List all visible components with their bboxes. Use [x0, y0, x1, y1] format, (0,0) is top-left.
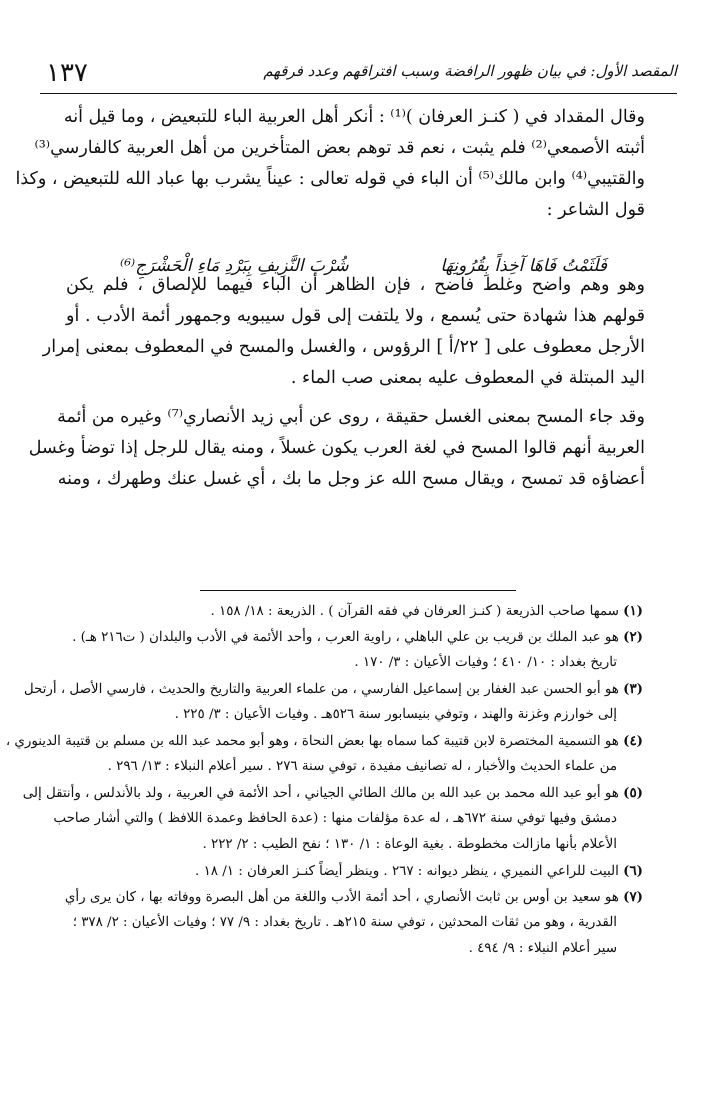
footnote-text: القدرية ، وهو من ثقات المحدثين ، توفي سنة ٢١٥هـ . تاريخ بغداد : ٩/ ٧٧ ؛ وفيات الأعيان : ٢/ ٣٧٨ ؛ — [72, 915, 617, 930]
footnote-marker: (٥) — [623, 785, 643, 801]
footnote-line — [22, 780, 643, 806]
verse-first-hemistich: فَلَثَمْتُ فَاهَا آخِذاً بِقُرُونِهَا — [440, 256, 607, 276]
paragraph-1 — [15, 102, 645, 226]
footnote-text: هو عبد الملك بن قريب بن علي الباهلي ، راوية العرب ، وأحد الأئمة في الأدب والبلدان ( ت٢١٦ هـ) . — [72, 630, 619, 645]
footnotes-section — [5, 598, 643, 962]
text-line: الأرجل معطوف على [ ٢٢/أ ] الرؤوس ، والغسل والمسح في المعطوف بمعنى إمرار — [42, 337, 645, 357]
footnote-line — [62, 936, 643, 962]
footnote-marker: (٧) — [623, 889, 643, 905]
footnote-text: هو أبو عبد الله محمد بن عبد الله بن مالك الطائي الجياني ، أحد الأئمة في العربية ، ولد بالأندلس ، وأنتقل إلى — [22, 786, 619, 801]
text-line: قول الشاعر : — [546, 200, 645, 220]
header-rule — [40, 93, 677, 94]
footnote-line — [62, 624, 643, 650]
running-title: المقصد الأول: في بيان ظهور الرافضة وسبب افتراقهم وعدد فرقهم — [263, 62, 677, 80]
footnote-text: إلى خوارزم وغزنة والهند ، وتوفي بنيسابور سنة ٥٢٦هـ . وفيات الأعيان : ٣/ ٢٢٥ . — [174, 707, 617, 722]
page-header — [40, 54, 677, 94]
footnote-line — [62, 754, 643, 780]
footnote-text: من علماء الحديث والأخبار ، له تصانيف مفيدة ، توفي سنة ٢٧٦ . سير أعلام النبلاء : ١٣/ ٢٩٦ . — [107, 759, 617, 774]
footnote-marker: (١) — [623, 603, 643, 619]
footnote-text: الأعلام بأنها مازالت مخطوطة . بغية الوعاة : ١/ ١٣٠ ؛ نفح الطيب : ٢/ ٢٢٢ . — [202, 837, 617, 852]
footnote-line — [62, 650, 643, 676]
text-line: وهو وهم واضح وغلط فاضح ، فإن الظاهر أن الباء فيهما للإلصاق ، فلم يكن — [66, 275, 645, 295]
text-line: وقد جاء المسح بمعنى الغسل حقيقة ، روى عن أبي زيد الأنصاري⁽⁷⁾ وغيره من أئمة — [57, 407, 645, 427]
footnote-text: تاريخ بغداد : ١٠/ ٤١٠ ؛ وفيات الأعيان : ٣/ ١٧٠ . — [354, 655, 617, 670]
footnote-line — [62, 858, 643, 884]
paragraph-2 — [42, 270, 645, 394]
footnote-marker: (٢) — [623, 629, 643, 645]
footnote-3 — [23, 676, 643, 728]
footnote-1 — [62, 598, 643, 624]
paragraph-gap — [66, 394, 645, 402]
footnote-6 — [62, 858, 643, 884]
poetry-verse — [120, 252, 607, 286]
footnote-line — [62, 702, 643, 728]
footnote-marker: (٤) — [623, 733, 643, 749]
footnote-line — [62, 598, 643, 624]
text-line: العربية أنهم قالوا المسح في لغة العرب يكون غسلاً ، ومنه يقال للرجل إذا توضأ وغسل — [28, 438, 645, 458]
footnote-line — [62, 884, 643, 910]
footnote-2 — [62, 624, 643, 676]
footnote-text: دمشق وفيها توفي سنة ٦٧٢هـ ، له عدة مؤلفات منها : (عدة الحافظ وعمدة اللافظ ) والتي أشار صاحب — [53, 811, 617, 826]
footnote-text: هو سعيد بن أوس بن ثابت الأنصاري ، أحد أئمة الأدب واللغة من أهل البصرة ووفاته بها ، كان يرى رأي — [64, 890, 619, 905]
verse-second-hemistich: شُرْبَ النَّزِيفِ بِبَرْدِ مَاءِ الْحَشْرَجِ⁽⁶⁾ — [120, 256, 349, 276]
footnote-text: سمها صاحب الذريعة ( كنـز العرفان في فقه القرآن ) . الذريعة : ١٨/ ١٥٨ . — [210, 604, 619, 619]
page-number: ١٣٧ — [46, 58, 88, 88]
footnote-text: سير أعلام النبلاء : ٩/ ٤٩٤ . — [468, 941, 617, 956]
footnote-marker: (٦) — [623, 863, 643, 879]
footnote-5 — [22, 780, 643, 858]
footnote-separator — [200, 590, 516, 591]
text-line: قولهم هذا شهادة حتى يُسمع ، ولا يلتفت إلى قول سيبويه وجمهور أئمة الأدب . أو — [66, 306, 645, 326]
main-text — [15, 102, 645, 495]
footnote-line — [23, 676, 643, 702]
footnote-text: البيت للراعي النميري ، ينظر ديوانه : ٢٦٧ . وينظر أيضاً كنـز العرفان : ١/ ١٨ . — [195, 864, 619, 879]
footnote-line — [5, 728, 643, 754]
footnote-4 — [5, 728, 643, 780]
footnote-7 — [62, 884, 643, 962]
text-line: اليد المبتلة في المعطوف عليه بمعنى صب الماء . — [290, 368, 645, 388]
footnote-text: هو التسمية المختصرة لابن قتيبة كما سماه بها بعض النحاة ، وهو أبو محمد عبد الله بن مسلم بن قتيبة الدينوري ، — [5, 734, 619, 749]
footnote-text: هو أبو الحسن عبد الغفار بن إسماعيل الفارسي ، من علماء العربية والتاريخ والحديث ، فارسي الأصل ، أرتحل — [23, 682, 619, 697]
footnote-line — [62, 910, 643, 936]
footnote-line — [62, 832, 643, 858]
paragraph-3 — [28, 402, 645, 495]
text-line: وقال المقداد في ( كنـز العرفان )⁽¹⁾ : أنكر أهل العربية الباء للتبعيض ، وما قيل أنه — [63, 107, 645, 127]
text-line: أثبته الأصمعي⁽²⁾ فلم يثبت ، نعم قد توهم بعض المتأخرين من أهل العربية كالفارسي⁽³⁾ — [34, 138, 645, 158]
text-line: أعضاؤه قد تمسح ، ويقال مسح الله عز وجل ما بك ، أي غسل عنك وطهرك ، ومنه — [57, 469, 645, 489]
footnote-line — [53, 806, 643, 832]
text-line: والقتيبي⁽⁴⁾ وابن مالك⁽⁵⁾ أن الباء في قوله تعالى : عيناً يشرب بها عباد الله للتبعيض ، وكذا — [15, 169, 645, 189]
footnote-marker: (٣) — [623, 681, 643, 697]
